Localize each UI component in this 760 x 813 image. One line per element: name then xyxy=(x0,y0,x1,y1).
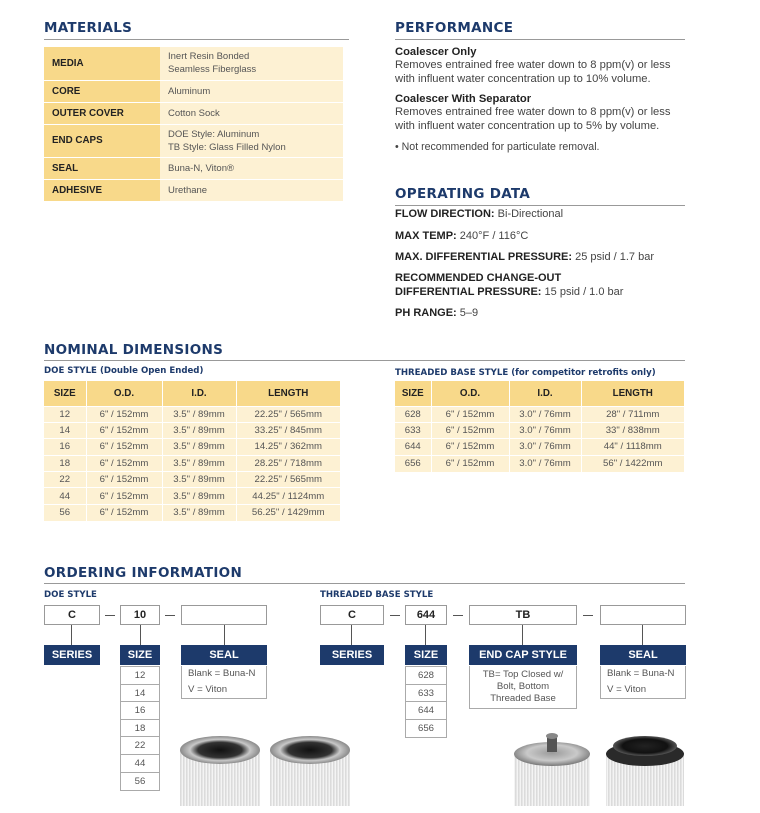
series-label: SERIES xyxy=(320,645,384,665)
connector-line xyxy=(71,625,72,646)
materials-key: CORE xyxy=(44,80,160,102)
materials-key: SEAL xyxy=(44,157,160,179)
table-cell: 22 xyxy=(44,472,86,488)
seal-box xyxy=(600,605,686,625)
doe-dimensions-table xyxy=(44,381,341,521)
table-row xyxy=(395,406,685,422)
dimensions-rule xyxy=(44,360,685,361)
seal-options xyxy=(600,666,686,699)
size-option: 12 xyxy=(121,667,159,685)
ph-range: PH RANGE: 5–9 xyxy=(395,307,479,319)
materials-value: Urethane xyxy=(160,179,343,201)
size-label: SIZE xyxy=(120,645,160,665)
endcap-option: Bolt, Bottom xyxy=(496,681,550,692)
table-cell: 6" / 152mm xyxy=(86,422,162,438)
table-cell: 3.0" / 76mm xyxy=(509,455,581,471)
table-cell: 18 xyxy=(44,455,86,471)
dash xyxy=(390,615,400,616)
table-cell: 6" / 152mm xyxy=(86,488,162,504)
table-cell: 6" / 152mm xyxy=(86,472,162,488)
size-option: 56 xyxy=(134,775,146,787)
table-header-row xyxy=(44,381,341,406)
table-cell: 44.25" / 1124mm xyxy=(236,488,341,504)
max-temp: MAX TEMP: 240°F / 116°C xyxy=(395,230,529,242)
col-header: LENGTH xyxy=(581,381,685,406)
series-box: C xyxy=(44,605,100,625)
size-options xyxy=(120,666,160,791)
performance-heading: Coalescer Only xyxy=(395,46,477,58)
materials-value: DOE Style: Aluminum TB Style: Glass Filled Nylon xyxy=(160,124,343,157)
table-cell: 3.5" / 89mm xyxy=(162,488,236,504)
table-cell: 633 xyxy=(395,422,431,438)
dimensions-title: NOMINAL DIMENSIONS xyxy=(44,342,224,358)
table-cell: 44" / 1118mm xyxy=(581,439,685,455)
materials-rule xyxy=(44,39,349,40)
table-cell: 3.0" / 76mm xyxy=(509,422,581,438)
col-header: I.D. xyxy=(509,381,581,406)
size-option: 44 xyxy=(121,755,159,773)
table-row xyxy=(44,472,341,488)
size-option: 628 xyxy=(406,667,446,685)
endcap-options xyxy=(469,666,577,709)
tb-dim-label: THREADED BASE STYLE (for competitor retrofits only) xyxy=(395,368,656,378)
table-cell: 644 xyxy=(395,439,431,455)
table-row xyxy=(395,455,685,471)
endcap-box: TB xyxy=(469,605,577,625)
connector-line xyxy=(642,625,643,646)
performance-title: PERFORMANCE xyxy=(395,20,514,36)
table-cell: 3.0" / 76mm xyxy=(509,439,581,455)
materials-key: OUTER COVER xyxy=(44,102,160,124)
series-box: C xyxy=(320,605,384,625)
doe-dim-label: DOE STYLE (Double Open Ended) xyxy=(44,366,204,376)
table-cell: 6" / 152mm xyxy=(431,422,509,438)
table-cell: 3.5" / 89mm xyxy=(162,406,236,422)
materials-key: MEDIA xyxy=(44,47,160,80)
materials-title: MATERIALS xyxy=(44,20,133,36)
table-cell: 14 xyxy=(44,422,86,438)
size-option: 633 xyxy=(406,685,446,703)
connector-line xyxy=(351,625,352,646)
performance-body xyxy=(395,46,695,154)
size-options xyxy=(405,666,447,738)
connector-line xyxy=(425,625,426,646)
table-cell: 628 xyxy=(395,406,431,422)
table-cell: 33" / 838mm xyxy=(581,422,685,438)
col-header: O.D. xyxy=(86,381,162,406)
table-row xyxy=(44,406,341,422)
table-row xyxy=(44,439,341,455)
table-cell: 44 xyxy=(44,488,86,504)
table-cell: 6" / 152mm xyxy=(431,455,509,471)
flow-direction: FLOW DIRECTION: Bi-Directional xyxy=(395,208,564,220)
table-row xyxy=(44,157,343,179)
ordering-title: ORDERING INFORMATION xyxy=(44,565,243,581)
ordering-rule xyxy=(44,583,685,584)
table-cell: 22.25" / 565mm xyxy=(236,472,341,488)
table-cell: 56 xyxy=(44,504,86,520)
table-cell: 3.5" / 89mm xyxy=(162,455,236,471)
seal-option: Blank = Buna-N xyxy=(607,668,675,679)
materials-value: Cotton Sock xyxy=(160,102,343,124)
tb-dimensions-table xyxy=(395,381,685,472)
table-cell: 33.25" / 845mm xyxy=(236,422,341,438)
table-row xyxy=(44,102,343,124)
doe-filter-image xyxy=(178,728,354,808)
table-cell: 3.5" / 89mm xyxy=(162,504,236,520)
size-option: 656 xyxy=(417,722,434,734)
endcap-option: TB= Top Closed w/ xyxy=(482,669,564,680)
table-cell: 6" / 152mm xyxy=(431,406,509,422)
size-option: 18 xyxy=(121,720,159,738)
doe-order-label: DOE STYLE xyxy=(44,590,97,600)
materials-value: Buna-N, Viton® xyxy=(160,157,343,179)
performance-text: Removes entrained free water down to 8 ppm(v) or less xyxy=(395,106,671,118)
table-row xyxy=(44,179,343,201)
col-header: O.D. xyxy=(431,381,509,406)
max-diff-pressure: MAX. DIFFERENTIAL PRESSURE: 25 psid / 1.7 bar xyxy=(395,251,654,263)
performance-text: with influent water concentration up to 10% volume. xyxy=(395,73,651,85)
materials-value: Aluminum xyxy=(160,80,343,102)
dash xyxy=(105,615,115,616)
table-cell: 28.25" / 718mm xyxy=(236,455,341,471)
tb-order-label: THREADED BASE STYLE xyxy=(320,590,434,600)
table-cell: 6" / 152mm xyxy=(86,504,162,520)
table-cell: 6" / 152mm xyxy=(86,439,162,455)
dash xyxy=(583,615,593,616)
size-option: 644 xyxy=(406,702,446,720)
series-label: SERIES xyxy=(44,645,100,665)
seal-box xyxy=(181,605,267,625)
performance-heading: Coalescer With Separator xyxy=(395,93,532,105)
size-option: 22 xyxy=(121,737,159,755)
table-cell: 16 xyxy=(44,439,86,455)
table-cell: 6" / 152mm xyxy=(86,406,162,422)
table-row xyxy=(44,80,343,102)
operating-rule xyxy=(395,205,685,206)
table-row xyxy=(395,422,685,438)
seal-option: V = Viton xyxy=(607,684,647,695)
dash xyxy=(165,615,175,616)
table-cell: 3.5" / 89mm xyxy=(162,472,236,488)
table-cell: 28" / 711mm xyxy=(581,406,685,422)
dash xyxy=(453,615,463,616)
table-cell: 3.0" / 76mm xyxy=(509,406,581,422)
table-row xyxy=(44,422,341,438)
table-cell: 3.5" / 89mm xyxy=(162,422,236,438)
col-header: SIZE xyxy=(395,381,431,406)
connector-line xyxy=(140,625,141,646)
tb-filter-image xyxy=(510,728,688,808)
endcap-label: END CAP STYLE xyxy=(469,645,577,665)
table-cell: 56.25" / 1429mm xyxy=(236,504,341,520)
materials-value: Inert Resin Bonded Seamless Fiberglass xyxy=(160,47,343,80)
seal-options xyxy=(181,666,267,699)
table-cell: 12 xyxy=(44,406,86,422)
performance-note: • Not recommended for particulate removal. xyxy=(395,141,600,153)
connector-line xyxy=(224,625,225,646)
materials-key: ADHESIVE xyxy=(44,179,160,201)
seal-option: V = Viton xyxy=(188,684,228,695)
performance-rule xyxy=(395,39,685,40)
table-cell: 3.5" / 89mm xyxy=(162,439,236,455)
size-option: 16 xyxy=(121,702,159,720)
seal-label: SEAL xyxy=(181,645,267,665)
table-row xyxy=(44,47,343,80)
table-row xyxy=(395,439,685,455)
size-label: SIZE xyxy=(405,645,447,665)
table-cell: 656 xyxy=(395,455,431,471)
size-option: 14 xyxy=(121,685,159,703)
table-cell: 14.25" / 362mm xyxy=(236,439,341,455)
materials-table xyxy=(44,47,343,202)
table-cell: 6" / 152mm xyxy=(431,439,509,455)
table-cell: 22.25" / 565mm xyxy=(236,406,341,422)
table-row xyxy=(44,455,341,471)
performance-text: Removes entrained free water down to 8 ppm(v) or less xyxy=(395,59,671,71)
table-row xyxy=(44,488,341,504)
performance-text: with influent water concentration up to 5% by volume. xyxy=(395,120,660,132)
seal-label: SEAL xyxy=(600,645,686,665)
table-cell: 56" / 1422mm xyxy=(581,455,685,471)
materials-key: END CAPS xyxy=(44,124,160,157)
table-cell: 6" / 152mm xyxy=(86,455,162,471)
size-box: 644 xyxy=(405,605,447,625)
endcap-option: Threaded Base xyxy=(490,693,556,704)
operating-title: OPERATING DATA xyxy=(395,186,531,202)
table-row xyxy=(44,504,341,520)
col-header: I.D. xyxy=(162,381,236,406)
seal-option: Blank = Buna-N xyxy=(188,668,256,679)
table-header-row xyxy=(395,381,685,406)
size-box: 10 xyxy=(120,605,160,625)
change-out-pressure: RECOMMENDED CHANGE-OUT DIFFERENTIAL PRESSURE: 15 psid / 1.0 bar xyxy=(395,272,624,298)
col-header: LENGTH xyxy=(236,381,341,406)
connector-line xyxy=(522,625,523,646)
col-header: SIZE xyxy=(44,381,86,406)
table-row xyxy=(44,124,343,157)
